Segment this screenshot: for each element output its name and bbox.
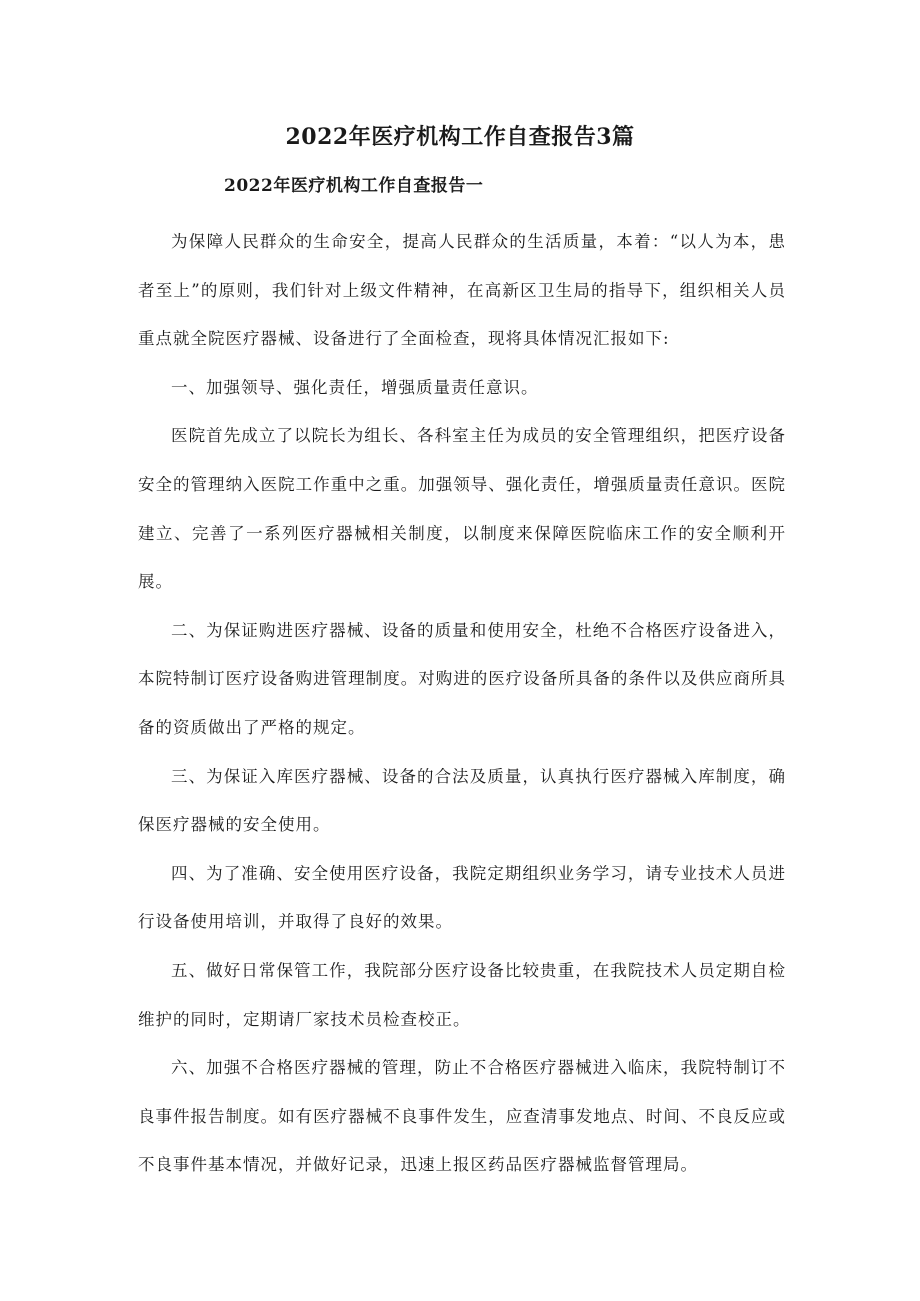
paragraph-item-3: 三、为保证入库医疗器械、设备的合法及质量，认真执行医疗器械入库制度，确保医疗器械的安全使用。 [138, 766, 786, 835]
paragraph-item-2: 二、为保证购进医疗器械、设备的质量和使用安全，杜绝不合格医疗设备进入，本院特制订医疗设备购进管理制度。对购进的医疗设备所具备的条件以及供应商所具备的资质做出了严格的规定。 [138, 620, 786, 737]
paragraph-item-5: 五、做好日常保管工作，我院部分医疗设备比较贵重，在我院技术人员定期自检维护的同时，定期请厂家技术员检查校正。 [138, 960, 786, 1029]
document-body [138, 218, 786, 1190]
paragraph-item-1-detail: 医院首先成立了以院长为组长、各科室主任为成员的安全管理组织，把医疗设备安全的管理纳入医院工作重中之重。加强领导、强化责任，增强质量责任意识。医院建立、完善了一系列医疗器械相关制度，以制度来保障医院临床工作的安全顺利开展。 [138, 426, 786, 592]
paragraph-intro: 为保障人民群众的生命安全，提高人民群众的生活质量，本着：“以人为本，患者至上”的原则，我们针对上级文件精神，在高新区卫生局的指导下，组织相关人员重点就全院医疗器械、设备进行了全面检查，现将具体情况汇报如下: [138, 232, 786, 349]
paragraph-item-1-heading: 一、加强领导、强化责任，增强质量责任意识。 [171, 377, 539, 397]
section-subtitle: 2022年医疗机构工作自查报告一 [224, 176, 484, 196]
paragraph-item-4: 四、为了准确、安全使用医疗设备，我院定期组织业务学习，请专业技术人员进行设备使用培训，并取得了良好的效果。 [138, 863, 786, 932]
paragraph-item-6: 六、加强不合格医疗器械的管理，防止不合格医疗器械进入临床，我院特制订不良事件报告制度。如有医疗器械不良事件发生，应查清事发地点、时间、不良反应或不良事件基本情况，并做好记录，迅速上报区药品医疗器械监督管理局。 [138, 1058, 786, 1175]
document-title: 2022年医疗机构工作自查报告3篇 [285, 124, 635, 150]
